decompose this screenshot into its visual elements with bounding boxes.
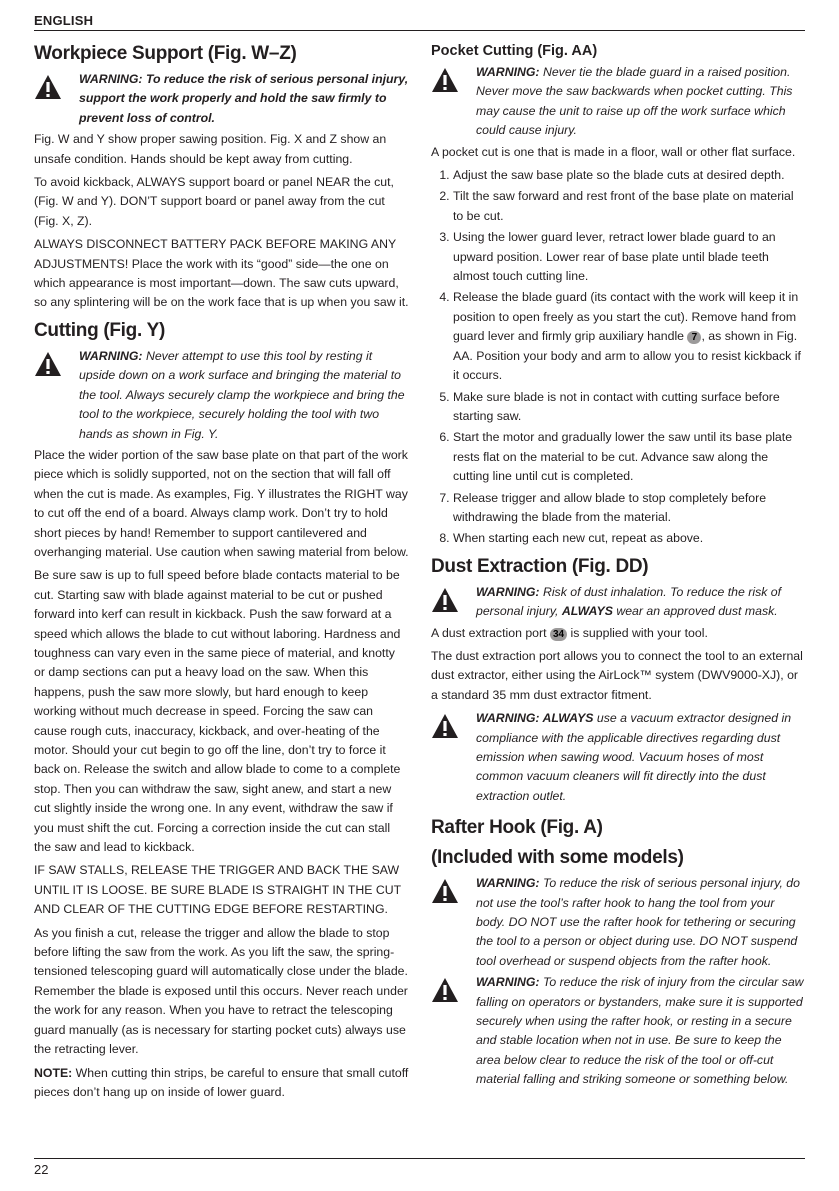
- rafter-warning-1-text: To reduce the risk of serious personal injury, do not use the tool’s rafter hook to hang the tool from your body. DO NOT use the rafter hook for tethering or securing the tool to a person or object during use. DO NOT suspend tool overhead or suspend objects from the rafter hook.: [476, 876, 800, 968]
- list-item: 7. Release trigger and allow blade to stop completely before withdrawing the blade from the material.: [453, 489, 806, 528]
- rafter-warning-2: [431, 973, 806, 1089]
- warning-label: WARNING:: [79, 348, 143, 363]
- pocket-intro: A pocket cut is one that is made in a floor, wall or other flat surface.: [431, 144, 796, 159]
- list-item: 1. Adjust the saw base plate so the blade cuts at desired depth.: [453, 166, 806, 185]
- pocket-warning: [431, 63, 806, 141]
- warning-label: WARNING:: [476, 584, 540, 599]
- list-item: 5. Make sure blade is not in contact with cutting surface before starting saw.: [453, 388, 806, 427]
- dust-warning-text: Risk of dust inhalation. To reduce the risk of personal injury,: [476, 584, 782, 619]
- dust-warning-2-text: use a vacuum extractor designed in compliance with the applicable directives regarding dust emission when sawing wood. Vacuum hoses of most common vacuum cleaners will fit directly into the dust extraction outlet.: [476, 711, 792, 803]
- right-column: [431, 40, 806, 1092]
- warning-label: WARNING:: [476, 65, 540, 79]
- cutting-warning: [34, 347, 409, 444]
- note-label: NOTE:: [34, 1065, 73, 1080]
- workpiece-paragraph-1: Fig. W and Y show proper sawing position. Fig. X and Z show an unsafe condition. Hands should be kept away from cutting.: [34, 132, 387, 166]
- dust-warning-2: [431, 709, 806, 806]
- workpiece-warning: [34, 70, 409, 128]
- list-item: 6. Start the motor and gradually lower the saw until its base plate rests flat on the material to be cut. Advance saw along the cutting line until cut is completed.: [453, 428, 806, 486]
- dust-warning-text: wear an approved dust mask.: [612, 604, 778, 619]
- dust-paragraph-1: [431, 624, 806, 643]
- pocket-steps: [431, 166, 806, 549]
- warning-label: WARNING:: [476, 975, 540, 990]
- cutting-heading: Cutting (Fig. Y): [34, 319, 165, 341]
- workpiece-support-heading: Workpiece Support (Fig. W–Z): [34, 43, 297, 64]
- cutting-note: [34, 1064, 409, 1103]
- warning-triangle-icon: [34, 74, 62, 100]
- workpiece-warning-text: WARNING: To reduce the risk of serious personal injury, support the work properly and hold the saw firmly to prevent loss of control.: [79, 72, 409, 125]
- rafter-warning-1: [431, 874, 806, 971]
- note-text: When cutting thin strips, be careful to ensure that small cutoff pieces don’t hang up on inside of lower guard.: [34, 1065, 409, 1099]
- warning-label: WARNING:: [476, 876, 540, 891]
- warning-triangle-icon: [431, 713, 459, 739]
- cutting-paragraph-2: Be sure saw is up to full speed before blade contacts material to be cut. Starting saw with blade against material to be cut or pushed forward into kerf can result in kickback. Push the saw forward at a speed which allows the blade to cut without laboring. Hardness and toughness can vary even in the same piece of material, and knotty or damp sections can put a heavy load on the saw. When this happens, push the saw more slowly, but hard enough to keep working without much decrease in speed. Forcing the saw can cause rough cuts, inaccuracy, kickback, and over-heating of the motor. Should your cut begin to go off the line, don’t try to force it back on. Release the switch and allow blade to come to a complete stop. Then you can withdraw the saw, sight anew, and start a new cut slightly inside the wrong one. In any event, withdraw the saw if you must shift the cut. Forcing a correction inside the cut can stall the saw and lead to kickback.: [34, 568, 401, 855]
- dust-text: A dust extraction port: [431, 625, 550, 640]
- workpiece-paragraph-3: ALWAYS DISCONNECT BATTERY PACK BEFORE MAKING ANY ADJUSTMENTS! Place the work with its “good” side—the one on which appearance is most important—down. The saw cuts upward, so any splintering will be on the work face that is up when you saw it.: [34, 237, 409, 310]
- callout-badge: 7: [687, 331, 701, 344]
- workpiece-paragraph-2: To avoid kickback, ALWAYS support board or panel NEAR the cut, (Fig. W and Y). DON’T support board or panel away from the cut (Fig. X, Z).: [34, 175, 394, 228]
- page-number: 22: [34, 1162, 49, 1177]
- callout-badge: 34: [550, 628, 567, 641]
- cutting-paragraph-1: Place the wider portion of the saw base plate on that part of the work piece which is solidly supported, not on the section that will fall off when the cut is made. As examples, Fig. Y illustrates the RIGHT way to cut off the end of a board. Always clamp work. Don’t try to hold short pieces by hand! Remember to support cantilevered and overhanging material. Use caution when sawing material from below.: [34, 447, 409, 559]
- footer-divider: [34, 1158, 805, 1159]
- language-header: ENGLISH: [34, 13, 805, 31]
- list-item: 3. Using the lower guard lever, retract lower blade guard to an upward position. Lower rear of base plate until blade teeth almost touch cutting line.: [453, 228, 806, 286]
- step-text: Release the blade guard (its contact with the work will keep it in position to open freely as you start the cut). Remove hand from guard lever and firmly grip auxiliary handle: [453, 290, 799, 344]
- dust-warning: [431, 583, 806, 622]
- warning-triangle-icon: [34, 351, 62, 377]
- cutting-paragraph-4: As you finish a cut, release the trigger and allow the blade to stop before lifting the saw from the work. As you lift the saw, the spring-tensioned telescoping guard will automatically close under the blade. Remember the blade is exposed until this occurs. Never reach under the work for any reason. When you have to retract the telescoping guard manually (as is necessary for starting pocket cuts) always use the retracting lever.: [34, 925, 408, 1057]
- rafter-hook-heading: Rafter Hook (Fig. A): [431, 817, 603, 839]
- warning-triangle-icon: [431, 977, 459, 1003]
- warning-triangle-icon: [431, 878, 459, 904]
- list-item: 2. Tilt the saw forward and rest front of the base plate on material to be cut.: [453, 187, 806, 226]
- cutting-warning-text: Never attempt to use this tool by resting it upside down on a work surface and bringing the material to the tool. Always securely clamp the workpiece and bring the tool to the workpiece, securely holding the tool with two hands as shown in Fig. Y.: [79, 348, 405, 441]
- list-item: [453, 288, 806, 385]
- always-label: ALWAYS: [561, 604, 613, 619]
- dust-extraction-heading: Dust Extraction (Fig. DD): [431, 555, 649, 577]
- dust-text: is supplied with your tool.: [567, 625, 708, 640]
- left-column: [34, 40, 409, 1106]
- warning-label: WARNING: ALWAYS: [476, 711, 594, 726]
- cutting-paragraph-3: IF SAW STALLS, RELEASE THE TRIGGER AND BACK THE SAW UNTIL IT IS LOOSE. BE SURE BLADE IS STRAIGHT IN THE CUT AND CLEAR OF THE CUTTING EDGE BEFORE RESTARTING.: [34, 863, 401, 917]
- dust-paragraph-2: The dust extraction port allows you to connect the tool to an external dust extractor, either using the AirLock™ system (DWV9000-XJ), or a standard 35 mm dust extractor fitment.: [431, 648, 803, 702]
- list-item: 8. When starting each new cut, repeat as above.: [453, 529, 806, 548]
- rafter-warning-2-text: To reduce the risk of injury from the circular saw falling on operators or bystanders, make sure it is supported securely when using the rafter hook, or resting in a secure and stable location when not in use. Be sure to keep the area below clear to reduce the risk of the tool or off-cut material falling and striking someone or something below.: [476, 975, 804, 1087]
- warning-triangle-icon: [431, 67, 459, 93]
- rafter-hook-subheading: (Included with some models): [431, 847, 684, 869]
- pocket-cutting-heading: Pocket Cutting (Fig. AA): [431, 43, 598, 59]
- warning-triangle-icon: [431, 587, 459, 613]
- step-text: , as shown in Fig. AA. Position your body and arm to allow you to resist kickback if it occurs.: [453, 329, 801, 383]
- pocket-warning-text: Never tie the blade guard in a raised position. Never move the saw backwards when pocket cutting. This may cause the unit to raise up off the work surface which could cause injury.: [476, 65, 793, 138]
